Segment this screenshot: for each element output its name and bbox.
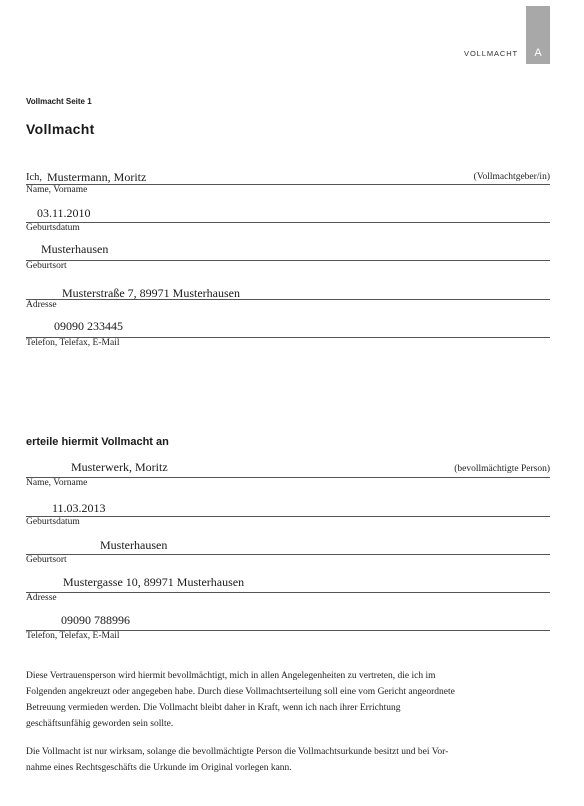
- grantor-address-value[interactable]: Musterstraße 7, 89971 Musterhausen: [62, 286, 240, 300]
- agent-phone-value[interactable]: 09090 788996: [61, 613, 130, 627]
- grantor-prefix: Ich,: [26, 172, 43, 183]
- section-tab-letter: A: [534, 47, 542, 59]
- header-title: VOLLMACHT: [464, 49, 518, 58]
- paragraph-1-line: Diese Vertrauensperson wird hiermit bevollmächtigt, mich in allen Angelegenheiten zu vertreten, die ich im: [26, 671, 436, 681]
- agent-phone-label: Telefon, Telefax, E-Mail: [26, 631, 120, 641]
- paragraph-1-line: Betreuung vermieden werden. Die Vollmacht bleibt daher in Kraft, wenn ich nach ihrer Errichtung: [26, 703, 401, 713]
- grantor-address-line: [26, 299, 550, 300]
- grantor-phone-value[interactable]: 09090 233445: [54, 319, 123, 333]
- agent-name-line: [26, 477, 550, 478]
- agent-name-value[interactable]: Musterwerk, Moritz: [71, 460, 168, 474]
- agent-birthdate-value[interactable]: 11.03.2013: [52, 501, 106, 515]
- agent-address-label: Adresse: [26, 593, 57, 603]
- grantor-birthdate-label: Geburtsdatum: [26, 223, 80, 233]
- agent-birthdate-line: [26, 516, 550, 517]
- grantor-birthplace-label: Geburtsort: [26, 261, 67, 271]
- agent-birthdate-label: Geburtsdatum: [26, 517, 80, 527]
- grantor-birthdate-value[interactable]: 03.11.2010: [37, 206, 91, 220]
- grantor-name-label: Name, Vorname: [26, 185, 88, 195]
- page-title: Vollmacht: [26, 121, 95, 137]
- grantor-role-note: (Vollmachtgeber/in): [473, 172, 550, 182]
- section-title: erteile hiermit Vollmacht an: [26, 436, 169, 448]
- paragraph-2-line: Die Vollmacht ist nur wirksam, solange die bevollmächtigte Person die Vollmachtsurkunde besitzt und bei Vor-: [26, 747, 449, 757]
- section-tab: [526, 6, 550, 64]
- paragraph-1-line: geschäftsunfähig geworden sein sollte.: [26, 719, 174, 729]
- paragraph-2: [26, 744, 551, 776]
- agent-address-line: [26, 592, 550, 593]
- agent-birthplace-value[interactable]: Musterhausen: [100, 538, 168, 552]
- paragraph-1: [26, 668, 551, 732]
- agent-address-value[interactable]: Mustergasse 10, 89971 Musterhausen: [63, 575, 245, 589]
- agent-birthplace-line: [26, 554, 550, 555]
- grantor-phone-label: Telefon, Telefax, E-Mail: [26, 338, 120, 348]
- grantor-birthplace-value[interactable]: Musterhausen: [41, 242, 109, 256]
- paragraph-1-line: Folgenden angekreuzt oder angegeben habe. Durch diese Vollmachtserteilung soll eine vom Gericht angeordnete: [26, 687, 455, 697]
- paragraph-2-line: nahme eines Rechtsgeschäfts die Urkunde im Original vorlegen kann.: [26, 763, 292, 773]
- agent-name-label: Name, Vorname: [26, 478, 88, 488]
- grantor-birthdate-line: [26, 222, 550, 223]
- grantor-address-label: Adresse: [26, 300, 57, 310]
- page-label: Vollmacht Seite 1: [26, 97, 92, 106]
- grantor-birthplace-line: [26, 260, 550, 261]
- grantor-name-line: [26, 184, 550, 185]
- grantor-name-value[interactable]: Mustermann, Moritz: [47, 170, 147, 184]
- agent-role-note: (bevollmächtigte Person): [454, 464, 550, 474]
- agent-birthplace-label: Geburtsort: [26, 555, 67, 565]
